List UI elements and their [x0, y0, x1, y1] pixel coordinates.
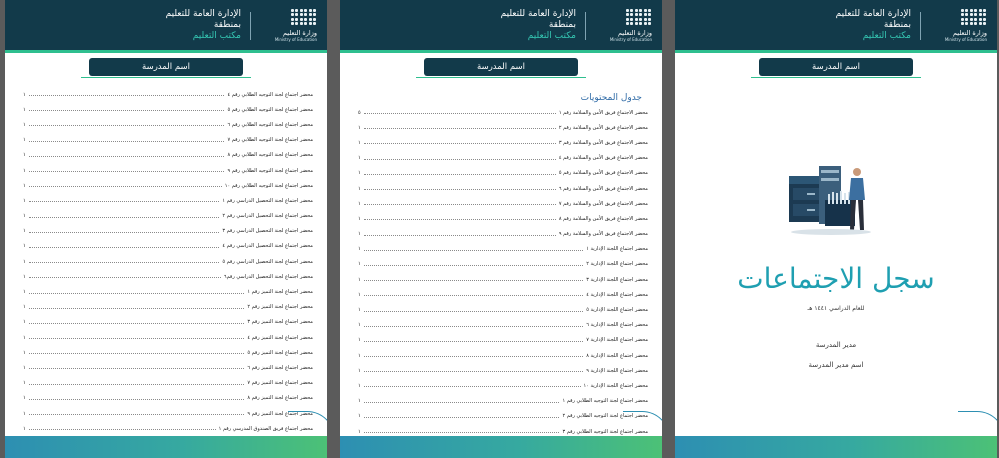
- school-name-bar: اسم المدرسة: [759, 58, 913, 76]
- list-item-label: محضر الاجتماع فريق الأمن والسلامة رقم ٢: [558, 124, 648, 131]
- dot-leader: [29, 201, 220, 202]
- header-divider: [585, 12, 586, 40]
- list-item-label: محضر اجتماع لجنة التميز رقم ١: [247, 289, 313, 296]
- list-item-label: محضر اجتماع اللجنة الإدارية ٣: [586, 276, 648, 283]
- principal-name-label: اسم مدير المدرسة: [808, 361, 864, 369]
- list-item-page-number: ١: [23, 167, 26, 174]
- dot-leader: [29, 338, 245, 339]
- dot-leader: [29, 323, 245, 324]
- list-item-page-number: ١: [358, 246, 361, 253]
- list-item-page-number: ١: [23, 410, 26, 417]
- list-item: [358, 151, 648, 166]
- cover-title: سجل الاجتماعات: [737, 262, 935, 295]
- list-item-page-number: ١: [23, 213, 26, 220]
- list-item: [23, 133, 313, 148]
- dot-leader: [29, 110, 225, 111]
- list-item: [23, 345, 313, 360]
- academic-year: للعام الدراسي ١٤٤١ هـ: [807, 305, 865, 312]
- list-item-label: محضر اجتماع لجنة التحصيل الدراسي رقم ١: [222, 197, 313, 204]
- list-item-label: محضر اجتماع لجنة التميز رقم ٨: [247, 395, 313, 402]
- dot-leader: [29, 308, 245, 309]
- ministry-name-en: Ministry of Education: [944, 37, 987, 42]
- list-item-page-number: ١: [358, 337, 361, 344]
- list-item-page-number: ١: [23, 304, 26, 311]
- list-item-page-number: ١: [358, 200, 361, 207]
- ministry-logo-icon: [961, 9, 987, 27]
- list-item-label: محضر اجتماع لجنة التميز رقم ٣: [247, 319, 313, 326]
- list-item-label: محضر الاجتماع فريق الأمن والسلامة رقم ٨: [558, 215, 648, 222]
- page-header: [675, 0, 997, 53]
- list-item: [23, 300, 313, 315]
- list-item: [23, 178, 313, 193]
- list-item-label: محضر اجتماع لجنة التحصيل الدراسي رقم ٢: [222, 213, 313, 220]
- list-item-page-number: ١: [23, 425, 26, 432]
- list-item: [23, 330, 313, 345]
- list-item-label: محضر اجتماع لجنة التميز رقم ٩: [247, 410, 313, 417]
- dot-leader: [364, 219, 556, 220]
- dot-leader: [29, 384, 245, 385]
- toc-title: جدول المحتويات: [580, 93, 642, 103]
- list-item-label: محضر اجتماع لجنة التوجيه الطلابي رقم ٢: [562, 413, 648, 420]
- list-item-page-number: ١: [23, 334, 26, 341]
- dot-leader: [29, 353, 245, 354]
- list-item-page-number: ١: [23, 395, 26, 402]
- list-item: [358, 272, 648, 287]
- document-page-cover: [675, 0, 997, 458]
- dot-leader: [29, 186, 222, 187]
- list-item-page-number: ١: [23, 289, 26, 296]
- list-item-label: محضر اجتماع لجنة التوجيه الطلابي رقم ٩: [227, 167, 313, 174]
- list-item-label: محضر اجتماع اللجنة الإدارية ٧: [586, 337, 648, 344]
- list-item: [23, 269, 313, 284]
- list-item-label: محضر اجتماع لجنة التميز رقم ٧: [247, 380, 313, 387]
- list-item: [23, 117, 313, 132]
- dot-leader: [29, 429, 216, 430]
- dot-leader: [29, 141, 225, 142]
- list-item-label: محضر الاجتماع فريق الأمن والسلامة رقم ٧: [558, 200, 648, 207]
- list-item: [358, 409, 648, 424]
- dot-leader: [29, 368, 245, 369]
- list-item-label: محضر الاجتماع فريق الأمن والسلامة رقم ٣: [558, 139, 648, 146]
- list-item-label: محضر الاجتماع فريق الأمن والسلامة رقم ٦: [558, 185, 648, 192]
- list-item: [358, 181, 648, 196]
- dot-leader: [29, 95, 225, 96]
- list-item-label: محضر اجتماع اللجنة الإدارية ١٠: [583, 382, 648, 389]
- footer-band: [675, 436, 997, 458]
- list-item: [358, 302, 648, 317]
- list-item-label: محضر اجتماع لجنة التحصيل الدراسي رقم٦: [223, 273, 313, 280]
- dot-leader: [364, 432, 560, 433]
- list-item-page-number: ١: [23, 243, 26, 250]
- contents-list: [358, 105, 648, 439]
- dot-leader: [29, 232, 220, 233]
- dot-leader: [364, 295, 584, 296]
- dot-leader: [29, 171, 225, 172]
- header-text: [501, 8, 576, 42]
- dot-leader: [29, 414, 245, 415]
- list-item-page-number: ١: [358, 307, 361, 314]
- list-item: [358, 257, 648, 272]
- list-item: [23, 148, 313, 163]
- header-divider: [920, 12, 921, 40]
- ministry-logo: [594, 9, 652, 43]
- list-item-page-number: ١: [358, 170, 361, 177]
- dot-leader: [29, 293, 245, 294]
- ministry-logo: [259, 9, 317, 43]
- list-item: [358, 394, 648, 409]
- list-item-page-number: ١: [358, 291, 361, 298]
- dot-leader: [364, 113, 556, 114]
- list-item-label: محضر الاجتماع فريق الأمن والسلامة رقم ٤: [558, 155, 648, 162]
- list-item-label: محضر اجتماع لجنة التوجيه الطلابي رقم ١: [562, 398, 648, 405]
- dot-leader: [364, 159, 556, 160]
- list-item-label: محضر اجتماع لجنة التوجيه الطلابي رقم ٨: [227, 152, 313, 159]
- list-item-label: محضر اجتماع لجنة التوجيه الطلابي رقم ٥: [227, 106, 313, 113]
- list-item-label: محضر اجتماع لجنة التوجيه الطلابي رقم ٤: [227, 91, 313, 98]
- list-item-page-number: ٥: [358, 109, 361, 116]
- list-item: [23, 224, 313, 239]
- list-item-page-number: ١: [23, 137, 26, 144]
- school-name-bar: اسم المدرسة: [89, 58, 243, 76]
- list-item-page-number: ١: [358, 139, 361, 146]
- list-item: [23, 163, 313, 178]
- list-item: [358, 135, 648, 150]
- list-item: [23, 102, 313, 117]
- list-item-label: محضر اجتماع لجنة التميز رقم ٢: [247, 304, 313, 311]
- list-item-page-number: ١: [23, 182, 26, 189]
- dot-leader: [364, 371, 584, 372]
- list-item-label: محضر اجتماع اللجنة الإدارية ١: [586, 246, 648, 253]
- ministry-name: وزارة التعليم: [282, 29, 317, 37]
- principal-label: مدير المدرسة: [815, 341, 857, 349]
- list-item: [23, 421, 313, 436]
- list-item: [358, 120, 648, 135]
- dot-leader: [364, 174, 556, 175]
- header-divider: [250, 12, 251, 40]
- list-item: [358, 333, 648, 348]
- ministry-logo-icon: [291, 9, 317, 27]
- directorate-title: الإدارة العامة للتعليم: [835, 9, 911, 19]
- list-item: [23, 315, 313, 330]
- dot-leader: [364, 280, 584, 281]
- dot-leader: [29, 156, 225, 157]
- ministry-logo-icon: [626, 9, 652, 27]
- page-header: [5, 0, 327, 53]
- list-item-page-number: ١: [358, 398, 361, 405]
- document-page-left: [5, 0, 327, 458]
- list-item: [358, 378, 648, 393]
- contents-list: [23, 87, 313, 436]
- list-item-page-number: ١: [23, 273, 26, 280]
- ministry-name-en: Ministry of Education: [274, 37, 317, 42]
- list-item: [23, 391, 313, 406]
- list-item-page-number: ١: [358, 352, 361, 359]
- page-header: [340, 0, 662, 53]
- list-item: [358, 363, 648, 378]
- list-item: [358, 227, 648, 242]
- dot-leader: [29, 217, 220, 218]
- filing-cabinets-illustration: [785, 160, 877, 240]
- list-item: [358, 105, 648, 120]
- dot-leader: [364, 386, 581, 387]
- list-item-label: محضر اجتماع لجنة التوجيه الطلابي رقم ٦: [227, 121, 313, 128]
- list-item: [23, 209, 313, 224]
- dot-leader: [364, 250, 584, 251]
- dot-leader: [364, 128, 556, 129]
- list-item: [23, 87, 313, 102]
- list-item: [23, 376, 313, 391]
- list-item-label: محضر اجتماع اللجنة الإدارية ٨: [586, 352, 648, 359]
- ministry-name-en: Ministry of Education: [609, 37, 652, 42]
- list-item: [358, 318, 648, 333]
- ministry-name: وزارة التعليم: [617, 29, 652, 37]
- header-text: [166, 8, 241, 42]
- list-item-label: محضر اجتماع لجنة التوجيه الطلابي رقم ٧: [227, 137, 313, 144]
- list-item-label: محضر اجتماع اللجنة الإدارية ٤: [586, 291, 648, 298]
- list-item: [23, 360, 313, 375]
- list-item-label: محضر الاجتماع فريق الأمن والسلامة رقم ٥: [558, 170, 648, 177]
- region-label: بمنطقة: [548, 20, 576, 30]
- list-item-page-number: ١: [23, 91, 26, 98]
- list-item: [23, 193, 313, 208]
- list-item-label: محضر اجتماع لجنة التحصيل الدراسي رقم ٥: [222, 258, 313, 265]
- list-item-label: محضر اجتماع لجنة التميز رقم ٥: [247, 349, 313, 356]
- list-item: [358, 196, 648, 211]
- list-item-label: محضر اجتماع لجنة التميز رقم ٦: [247, 364, 313, 371]
- list-item-label: محضر اجتماع اللجنة الإدارية ٥: [586, 307, 648, 314]
- ministry-name: وزارة التعليم: [952, 29, 987, 37]
- dot-leader: [364, 356, 584, 357]
- list-item-label: محضر اجتماع لجنة التوجيه الطلابي رقم ١٠: [224, 182, 313, 189]
- dot-leader: [364, 204, 556, 205]
- directorate-title: الإدارة العامة للتعليم: [500, 9, 576, 19]
- list-item: [358, 166, 648, 181]
- footer-band: [340, 436, 662, 458]
- office-label: مكتب التعليم: [192, 31, 241, 41]
- dot-leader: [364, 189, 556, 190]
- list-item-page-number: ١: [358, 322, 361, 329]
- list-item: [23, 239, 313, 254]
- list-item-page-number: ١: [23, 121, 26, 128]
- list-item-page-number: ١: [358, 231, 361, 238]
- dot-leader: [29, 247, 220, 248]
- list-item-page-number: ١: [23, 228, 26, 235]
- footer-band: [5, 436, 327, 458]
- list-item-label: محضر الاجتماع فريق الأمن والسلامة رقم ٩: [558, 231, 648, 238]
- list-item-page-number: ١: [358, 124, 361, 131]
- list-item-page-number: ١: [23, 106, 26, 113]
- dot-leader: [364, 311, 584, 312]
- dot-leader: [364, 265, 584, 266]
- dot-leader: [29, 262, 220, 263]
- list-item: [358, 348, 648, 363]
- list-item-page-number: ١: [23, 319, 26, 326]
- list-item-page-number: ١: [358, 413, 361, 420]
- dot-leader: [364, 326, 584, 327]
- office-label: مكتب التعليم: [527, 31, 576, 41]
- list-item-label: محضر اجتماع اللجنة الإدارية ٩: [586, 367, 648, 374]
- list-item-page-number: ١: [358, 428, 361, 435]
- directorate-title: الإدارة العامة للتعليم: [165, 9, 241, 19]
- list-item-label: محضر اجتماع اللجنة الإدارية ٦: [586, 322, 648, 329]
- list-item: [358, 242, 648, 257]
- list-item-page-number: ١: [23, 152, 26, 159]
- header-text: [836, 8, 911, 42]
- list-item-label: محضر الاجتماع فريق الأمن والسلامة رقم ١: [558, 109, 648, 116]
- list-item: [358, 287, 648, 302]
- dot-leader: [29, 399, 245, 400]
- list-item-label: محضر اجتماع فريق الصندوق المدرسي رقم ١: [218, 425, 313, 432]
- list-item-page-number: ١: [358, 382, 361, 389]
- list-item-label: محضر اجتماع لجنة التوجيه الطلابي رقم ٣: [562, 428, 648, 435]
- dot-leader: [29, 277, 221, 278]
- list-item: [23, 284, 313, 299]
- list-item: [23, 254, 313, 269]
- school-name-bar: اسم المدرسة: [424, 58, 578, 76]
- list-item-page-number: ١: [23, 258, 26, 265]
- list-item-page-number: ١: [23, 349, 26, 356]
- list-item-page-number: ١: [358, 276, 361, 283]
- dot-leader: [364, 402, 560, 403]
- list-item-label: محضر اجتماع لجنة التحصيل الدراسي رقم ٤: [222, 243, 313, 250]
- dot-leader: [364, 235, 556, 236]
- list-item-label: محضر اجتماع لجنة التميز رقم ٤: [247, 334, 313, 341]
- list-item-page-number: ١: [23, 364, 26, 371]
- list-item-label: محضر اجتماع اللجنة الإدارية ٢: [586, 261, 648, 268]
- list-item-page-number: ١: [23, 380, 26, 387]
- list-item-page-number: ١: [23, 197, 26, 204]
- dot-leader: [29, 125, 225, 126]
- document-page-middle: [340, 0, 662, 458]
- list-item-page-number: ١: [358, 185, 361, 192]
- list-item-page-number: ١: [358, 367, 361, 374]
- region-label: بمنطقة: [883, 20, 911, 30]
- list-item-page-number: ١: [358, 215, 361, 222]
- dot-leader: [364, 341, 584, 342]
- dot-leader: [364, 143, 556, 144]
- region-label: بمنطقة: [213, 20, 241, 30]
- dot-leader: [364, 417, 560, 418]
- list-item-page-number: ١: [358, 261, 361, 268]
- list-item-page-number: ١: [358, 155, 361, 162]
- list-item: [358, 211, 648, 226]
- list-item-label: محضر اجتماع لجنة التحصيل الدراسي رقم ٣: [222, 228, 313, 235]
- office-label: مكتب التعليم: [862, 31, 911, 41]
- list-item: [23, 406, 313, 421]
- ministry-logo: [929, 9, 987, 43]
